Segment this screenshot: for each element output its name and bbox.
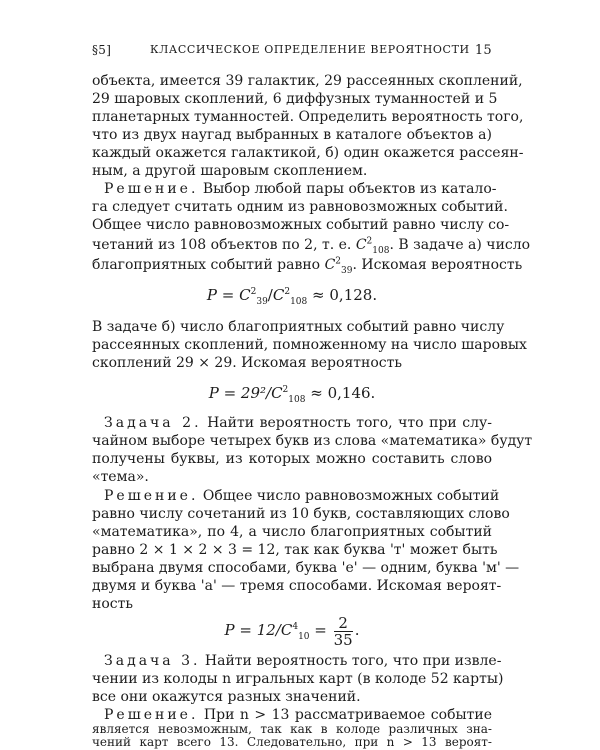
text-line — [92, 256, 523, 276]
text-line: чении из колоды n игральных карт (в колоде 52 карты) — [92, 671, 504, 687]
text-line — [92, 236, 531, 256]
text-line: чайном выборе четырех букв из слова «математика» будут — [92, 433, 533, 449]
text-line: га следует считать одним из равновозможных событий. — [92, 199, 508, 215]
fraction-denominator: 35 — [333, 630, 353, 649]
text-span: благоприятных событий равно — [92, 257, 321, 273]
text-span: . В задаче а) число — [389, 237, 531, 253]
running-header — [92, 43, 492, 63]
text-line: является невозможным, так как в колоде различных зна- — [92, 722, 492, 736]
formula-text: P = 29²/ — [208, 384, 272, 402]
text-line: ность — [92, 596, 133, 612]
text-line: равно числу сочетаний из 10 букв, составляющих слово — [92, 506, 510, 522]
text-line: получены буквы, из которых можно составить слово — [92, 451, 492, 467]
text-line: равно 2 × 1 × 2 × 3 = 12, так как буква 'т' может быть — [92, 542, 498, 558]
text-span: Найти вероятность того, что при извле- — [204, 653, 502, 669]
text-line: двумя и буква 'а' — тремя способами. Искомая вероят- — [92, 578, 502, 594]
text-span: При n > 13 рассматриваемое событие — [203, 707, 492, 723]
text-span: Общее число равновозможных событий — [202, 488, 500, 504]
text-line: Общее число равновозможных событий равно числу со- — [92, 217, 510, 233]
problem-line — [92, 652, 502, 670]
math-ratio: $C^2_{39}/C^2_{108}$ — [239, 286, 308, 307]
text-line: рассеянных скоплений, помноженному на число шаровых — [92, 337, 527, 353]
text-line: «математика», по 4, а число благоприятных событий — [92, 524, 492, 540]
solution-label: Решение. — [104, 181, 199, 197]
chapter-title: КЛАССИЧЕСКОЕ ОПРЕДЕЛЕНИЕ ВЕРОЯТНОСТИ — [150, 43, 470, 56]
text-line: «тема». — [92, 469, 149, 485]
problem-label: Задача 2. — [104, 415, 202, 431]
solution-label: Решение. — [104, 707, 199, 723]
section-mark: §5] — [92, 43, 112, 57]
text-span: Найти вероятность того, что при слу- — [207, 415, 493, 431]
formula-text: P = — [206, 286, 235, 304]
solution-line — [92, 180, 497, 198]
formula-2 — [92, 384, 492, 405]
page-number: 15 — [474, 43, 492, 58]
text-line: чений карт всего 13. Следовательно, при n > 13 вероят- — [92, 735, 492, 749]
text-line: что из двух наугад выбранных в каталоге объектов а) — [92, 127, 492, 143]
formula-result: ≈ 0,128. — [312, 286, 378, 304]
text-line: В задаче б) число благоприятных событий равно числу — [92, 319, 505, 335]
fraction — [334, 615, 353, 648]
text-line: каждый окажется галактикой, б) один окажется рассеян- — [92, 145, 524, 161]
math-c-108-2: $C^2_{108}$ — [355, 236, 390, 256]
text-line: ным, а другой шаровым скоплением. — [92, 163, 368, 179]
problem-line — [92, 414, 492, 432]
formula-3: $P = 12/C^4_{10}$ = $\frac{2}{35}$ . — [224, 613, 360, 649]
formula-text: P = 12/ — [224, 621, 281, 639]
text-span: Выбор любой пары объектов из катало- — [202, 181, 497, 197]
math-c-108-2: $C^2_{108}$ — [271, 384, 306, 405]
text-line: скоплений 29 × 29. Искомая вероятность — [92, 355, 402, 371]
problem-label: Задача 3. — [104, 653, 201, 669]
text-span: четаний из 108 объектов по 2, т. е. — [92, 237, 352, 253]
text-line: планетарных туманностей. Определить вероятность того, — [92, 109, 524, 125]
math-c-39-2: $C^2_{39}$ — [324, 256, 353, 276]
solution-line — [92, 487, 500, 505]
text-line: объекта, имеется 39 галактик, 29 рассеянных скоплений, — [92, 73, 523, 89]
text-line: выбрана двумя способами, буква 'е' — одним, буква 'м' — — [92, 560, 520, 576]
fraction-numerator: 2 — [334, 615, 353, 632]
text-line: все они окажутся разных значений. — [92, 689, 361, 705]
formula-result: ≈ 0,146. — [310, 384, 376, 402]
math-c-10-4: $C^4_{10}$ — [280, 621, 310, 642]
text-line: 29 шаровых скоплений, 6 диффузных туманностей и 5 — [92, 91, 498, 107]
solution-label: Решение. — [104, 488, 199, 504]
text-span: . Искомая вероятность — [352, 257, 523, 273]
formula-1 — [92, 286, 492, 307]
